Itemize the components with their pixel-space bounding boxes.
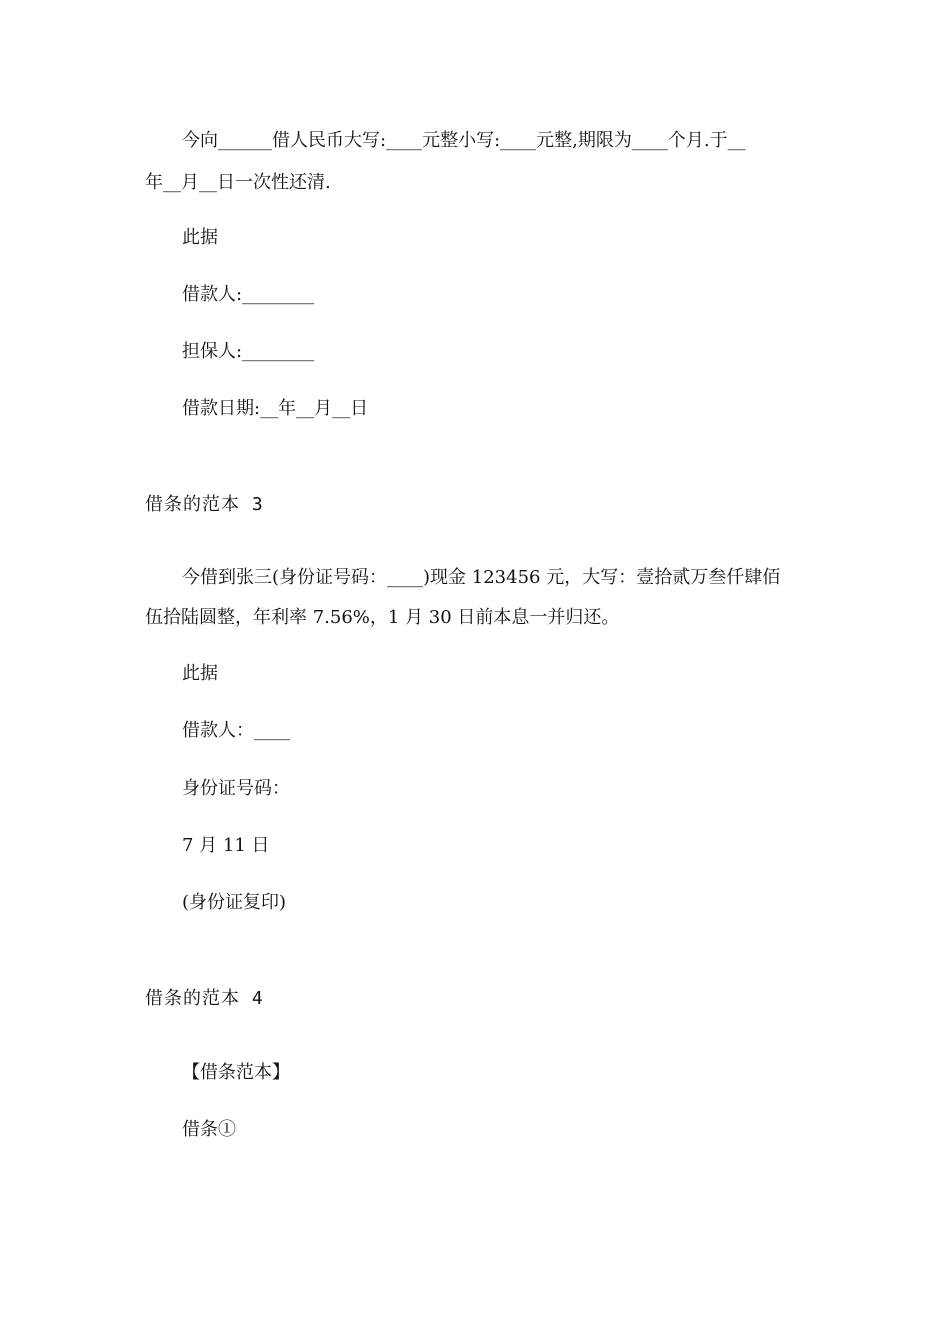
section2-loan-date-line: 借款日期:__年__月__日 <box>182 398 369 419</box>
section4-template-label: 【借条范本】 <box>182 1062 290 1083</box>
section2-paragraph-line2: 年__月__日一次性还清. <box>145 172 331 193</box>
section3-id-copy-note: (身份证复印) <box>182 892 287 913</box>
section2-ci-ju: 此据 <box>182 227 218 248</box>
section3-paragraph-line1: 今借到张三(身份证号码：____)现金 123456 元，大写：壹拾贰万叁仟肆佰 <box>182 567 781 588</box>
section3-id-number-line: 身份证号码： <box>182 778 290 799</box>
section4-item1: 借条① <box>182 1119 236 1140</box>
section3-borrower-line: 借款人：____ <box>182 720 290 741</box>
section4-heading: 借条的范本 4 <box>145 988 264 1009</box>
section3-paragraph-line2: 伍拾陆圆整，年利率 7.56%，1 月 30 日前本息一并归还。 <box>145 607 620 628</box>
section3-heading: 借条的范本 3 <box>145 494 264 515</box>
section3-ci-ju: 此据 <box>182 663 218 684</box>
section2-borrower-line: 借款人:________ <box>182 284 315 305</box>
section2-paragraph-line1: 今向______借人民币大写:____元整小写:____元整,期限为____个月.于__ <box>182 130 746 151</box>
section2-guarantor-line: 担保人:________ <box>182 341 315 362</box>
section3-date-line: 7 月 11 日 <box>182 835 270 856</box>
